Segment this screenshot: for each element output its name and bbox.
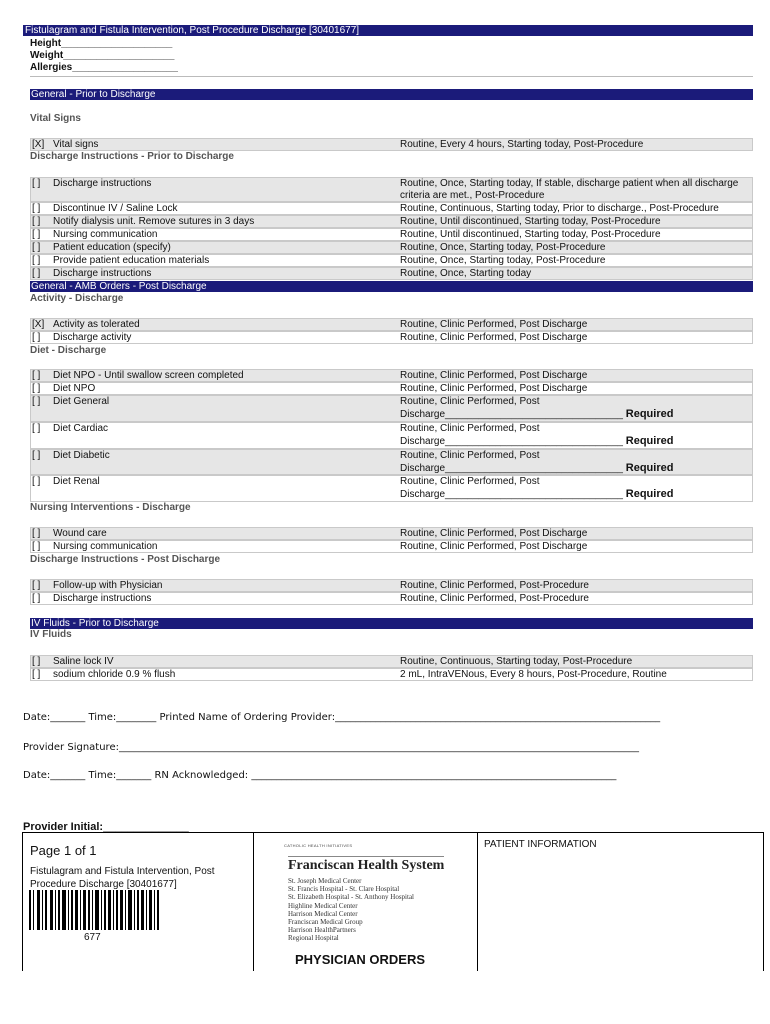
order-checkbox[interactable]: [ ] [32,580,41,591]
order-detail: Routine, Until discontinued, Starting today, Post-Procedure [400,216,661,227]
order-checkbox[interactable]: [ ] [32,450,41,461]
subhead-discharge-instructions-post: Discharge Instructions - Post Discharge [30,554,221,565]
provider-initial-line[interactable]: Provider Initial:______________ [23,821,189,833]
hospital-list [288,877,414,943]
order-row[interactable] [30,228,753,241]
order-detail: Routine, Once, Starting today, Post-Procedure [400,242,606,253]
order-name: Wound care [53,528,107,539]
order-detail-line: Routine, Clinic Performed, Post [400,396,540,407]
required-label: Required [625,435,674,447]
required-label: Required [625,462,674,474]
subhead-vital-signs: Vital Signs [30,113,81,124]
order-name: Diet Renal [53,476,100,487]
order-checkbox[interactable]: [ ] [32,242,41,253]
order-name: Diet NPO - Until swallow screen completed [53,370,244,381]
order-detail: Routine, Every 4 hours, Starting today, Post-Procedure [400,139,644,150]
order-detail: Routine, Clinic Performed, Post Discharge [400,319,588,330]
order-checkbox[interactable]: [ ] [32,476,41,487]
order-row[interactable] [30,668,753,681]
hospital-name: St. Joseph Medical Center [288,877,362,885]
order-name: Diet Diabetic [53,450,110,461]
order-detail [400,450,752,475]
hospital-name: Harrison HealthPartners [288,926,356,935]
order-detail: Routine, Clinic Performed, Post Discharge [400,332,588,343]
order-name: Activity as tolerated [53,319,140,330]
order-row[interactable] [30,202,753,215]
order-row[interactable] [30,369,753,382]
divider [22,833,23,971]
order-detail-line: Routine, Clinic Performed, Post [400,476,540,487]
order-row[interactable] [30,241,753,254]
order-checkbox[interactable]: [X] [32,139,45,150]
order-detail [400,476,752,501]
order-row[interactable] [30,422,753,449]
order-checkbox[interactable]: [ ] [32,332,41,343]
section-general-prior: General - Prior to Discharge [30,89,753,100]
order-row[interactable] [30,138,753,151]
order-name: Provide patient education materials [53,255,210,266]
subhead-nursing: Nursing Interventions - Discharge [30,502,191,513]
order-detail: Routine, Until discontinued, Starting today, Post-Procedure [400,229,661,240]
order-row[interactable] [30,655,753,668]
order-detail: Routine, Clinic Performed, Post Discharge [400,541,588,552]
order-name: Follow-up with Physician [53,580,163,591]
order-checkbox[interactable]: [ ] [32,423,41,434]
chi-logo-text: CATHOLIC HEALTH INITIATIVES [284,843,353,848]
order-checkbox[interactable]: [ ] [32,203,41,214]
rn-acknowledged-line[interactable]: Date:_______ Time:_______ RN Acknowledged: _________________________________________________________________________ [23,770,617,781]
provider-signature-line[interactable]: Provider Signature:________________________________________________________________________________________________________ [23,742,639,753]
physician-orders-label: PHYSICIAN ORDERS [295,952,426,967]
order-detail: Routine, Clinic Performed, Post Discharge [400,528,588,539]
subhead-iv-fluids: IV Fluids [30,629,72,640]
franciscan-logo: Franciscan Health System [288,858,445,873]
patient-information-label: PATIENT INFORMATION [484,839,597,850]
divider [30,76,753,77]
order-row[interactable] [30,215,753,228]
order-row[interactable] [30,267,753,280]
order-checkbox[interactable]: [ ] [32,229,41,240]
order-checkbox[interactable]: [ ] [32,593,41,604]
order-checkbox[interactable]: [ ] [32,396,41,407]
order-name: Diet NPO [53,383,96,394]
divider [253,833,254,971]
order-detail: Routine, Once, Starting today [400,268,532,279]
hospital-name: Highline Medical Center [288,901,358,910]
order-detail: Routine, Continuous, Starting today, Post-Procedure [400,656,633,667]
order-checkbox[interactable]: [ ] [32,669,41,680]
order-detail [400,423,752,448]
order-name: Discharge activity [53,332,132,343]
divider [477,833,478,971]
order-row[interactable] [30,254,753,267]
order-name: sodium chloride 0.9 % flush [53,669,176,680]
page-number: Page 1 of 1 [30,843,97,858]
section-iv-prior: IV Fluids - Prior to Discharge [30,618,753,629]
order-checkbox[interactable]: [ ] [32,216,41,227]
discharge-blank[interactable]: Discharge________________________________ [400,489,623,500]
document-title: Fistulagram and Fistula Intervention, Post Procedure Discharge [30401677] [25,25,360,36]
order-detail: Routine, Clinic Performed, Post-Procedure [400,580,589,591]
order-row[interactable] [30,395,753,422]
document-title-bar [23,25,753,36]
hospital-name: Regional Hospital [288,934,339,943]
discharge-blank[interactable]: Discharge________________________________ [400,409,623,420]
subhead-diet: Diet - Discharge [30,345,107,356]
order-name: Discharge instructions [53,593,152,604]
order-detail: Routine, Continuous, Starting today, Prior to discharge., Post-Procedure [400,203,719,214]
order-checkbox[interactable]: [ ] [32,528,41,539]
order-detail: Routine, Clinic Performed, Post Discharge [400,370,588,381]
order-name: Discontinue IV / Saline Lock [53,203,178,214]
order-detail-line: Routine, Clinic Performed, Post [400,450,540,461]
order-row[interactable] [30,449,753,475]
order-name: Discharge instructions [53,178,152,189]
order-detail: 2 mL, IntraVENous, Every 8 hours, Post-Procedure, Routine [400,669,667,680]
order-row[interactable] [30,540,753,553]
order-detail: Routine, Clinic Performed, Post Discharge [400,383,588,394]
order-name: Diet General [53,396,110,407]
order-detail: Routine, Clinic Performed, Post-Procedure [400,593,589,604]
order-row[interactable] [30,177,753,202]
subhead-activity: Activity - Discharge [30,293,124,304]
order-detail: Routine, Once, Starting today, If stable, discharge patient when all discharge criteria are met., Post-Procedure [400,178,739,201]
order-detail: Routine, Once, Starting today, Post-Procedure [400,255,606,266]
order-detail [400,396,752,421]
order-checkbox[interactable]: [ ] [32,656,41,667]
order-checkbox[interactable]: [ ] [32,370,41,381]
hospital-name: Harrison Medical Center [288,909,358,918]
order-row[interactable] [30,331,753,344]
order-row[interactable] [30,527,753,540]
order-row[interactable] [30,475,753,502]
order-name: Saline lock IV [53,656,114,667]
order-checkbox[interactable]: [X] [32,319,45,330]
order-name: Nursing communication [53,229,158,240]
order-row[interactable] [30,318,753,331]
order-checkbox[interactable]: [ ] [32,383,41,394]
barcode-number: 677 [84,932,101,943]
section-general-amb: General - AMB Orders - Post Discharge [30,281,753,292]
order-name: Discharge instructions [53,268,152,279]
order-row[interactable] [30,579,753,592]
barcode-icon [29,890,159,930]
order-checkbox[interactable]: [ ] [32,268,41,279]
discharge-blank[interactable]: Discharge________________________________ [400,436,623,447]
divider [763,833,764,971]
footer-form-title: Fistulagram and Fistula Intervention, Post Procedure Discharge [30401677] [30,866,215,890]
order-row[interactable] [30,592,753,605]
order-name: Patient education (specify) [53,242,171,253]
hospital-name: Franciscan Medical Group [288,918,363,927]
order-name: Vital signs [53,139,99,150]
hospital-name: St. Elizabeth Hospital - St. Anthony Hospital [288,893,414,902]
order-checkbox[interactable]: [ ] [32,178,41,189]
order-name: Diet Cardiac [53,423,109,434]
order-row[interactable] [30,382,753,395]
height-field[interactable]: Height____________________ [30,38,173,49]
required-label: Required [625,488,674,500]
order-name: Notify dialysis unit. Remove sutures in 3 days [53,216,255,227]
weight-field[interactable]: Weight____________________ [30,50,175,61]
order-checkbox[interactable]: [ ] [32,541,41,552]
order-detail-line: Routine, Clinic Performed, Post [400,423,540,434]
allergies-field[interactable]: Allergies___________________ [30,62,178,73]
ordering-provider-line[interactable]: Date:_______ Time:________ Printed Name of Ordering Provider:_________________________________________________________________ [23,712,661,723]
required-label: Required [625,408,674,420]
order-name: Nursing communication [53,541,158,552]
discharge-blank[interactable]: Discharge________________________________ [400,463,623,474]
subhead-discharge-instructions-prior: Discharge Instructions - Prior to Discharge [30,151,234,162]
order-checkbox[interactable]: [ ] [32,255,41,266]
footer-block [22,832,764,971]
hospital-name: St. Francis Hospital - St. Clare Hospital [288,885,400,894]
